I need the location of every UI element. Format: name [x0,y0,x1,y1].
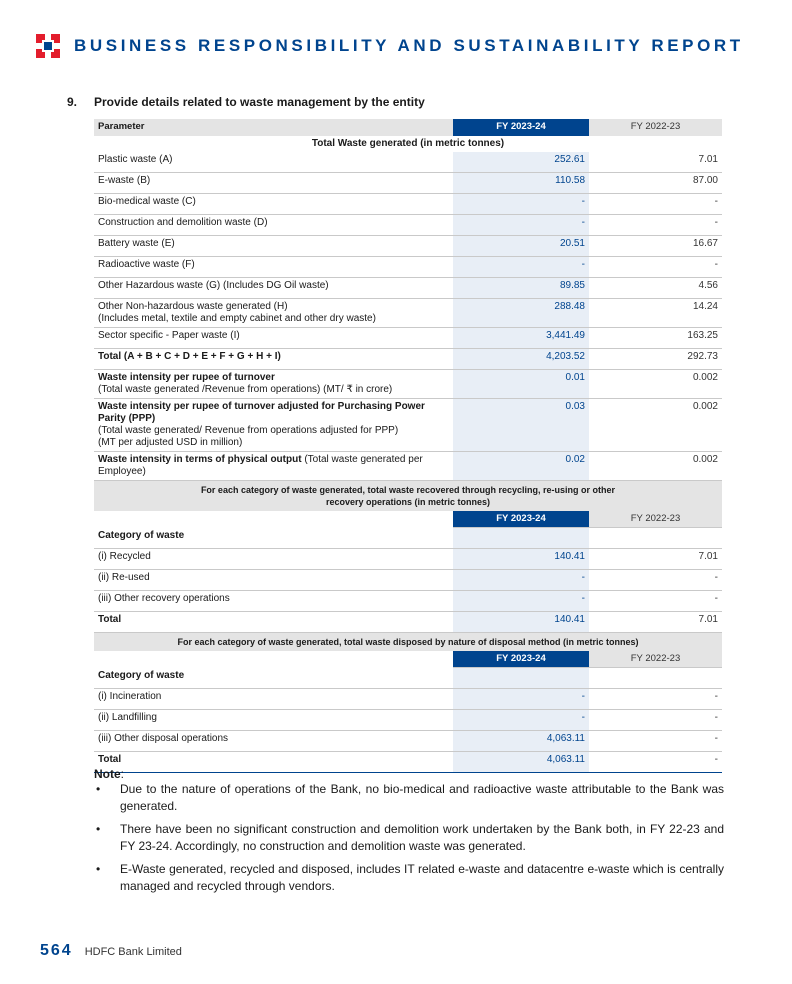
row-fy1: 0.03 [453,399,589,452]
blank-cell [453,528,589,549]
sub-col-fy1: FY 2023-24 [453,511,589,528]
sub-col-fy1: FY 2023-24 [453,651,589,668]
intensity-row [94,399,722,452]
row-label: Construction and demolition waste (D) [94,215,453,236]
row-fy2: 87.00 [589,173,722,194]
section2-title-line1: For each category of waste generated, total waste recovered through recycling, re-using or other [200,485,616,495]
intensity-row [94,452,722,481]
section-title-row [94,136,722,152]
row-label: Total [94,612,453,633]
row-fy2: 0.002 [589,452,722,481]
row-fy1: - [453,710,589,731]
row-fy1: 0.02 [453,452,589,481]
row-fy1: 3,441.49 [453,328,589,349]
row-fy1: 140.41 [453,612,589,633]
row-fy2: 7.01 [589,549,722,570]
notes-list [94,781,724,901]
note-colon: : [120,767,125,781]
row-label: (ii) Landfilling [94,710,453,731]
note-heading-text: Note [94,767,121,781]
table-row [94,570,722,591]
row-label: Radioactive waste (F) [94,257,453,278]
category-label: Category of waste [94,668,453,689]
question-number: 9. [67,95,78,109]
blank-cell [589,528,722,549]
total-row [94,349,722,370]
company-name: HDFC Bank Limited [84,946,182,958]
table-row [94,731,722,752]
table-row [94,689,722,710]
table-row [94,215,722,236]
row-label: Total [94,752,453,773]
section1-title: Total Waste generated (in metric tonnes) [311,138,505,149]
row-fy2: - [589,710,722,731]
row-label: (iii) Other disposal operations [94,731,453,752]
row-fy2: 163.25 [589,328,722,349]
list-item [94,781,724,815]
total-row [94,612,722,633]
question-heading [67,95,425,109]
category-row [94,528,722,549]
intensity-label: Waste intensity per rupee of turnover adjusted for Purchasing Power Parity (PPP) [98,401,425,424]
table-row [94,299,722,328]
total-row [94,752,722,773]
row-fy2: - [589,215,722,236]
row-fy1: 0.01 [453,370,589,399]
intensity-label: Waste intensity in terms of physical output [98,454,302,465]
row-fy1: 140.41 [453,549,589,570]
row-label [94,399,453,452]
note-text: Due to the nature of operations of the Bank, no bio-medical and radioactive waste attributable to the Bank was generated. [120,782,724,813]
row-fy1: 4,063.11 [453,752,589,773]
row-label [94,370,453,399]
row-label-sub: (Includes metal, textile and empty cabinet and other dry waste) [98,313,376,324]
bullet-icon: • [96,862,101,876]
bullet-icon: • [96,782,101,796]
category-row [94,668,722,689]
row-label: Sector specific - Paper waste (I) [94,328,453,349]
row-fy1: 89.85 [453,278,589,299]
row-fy1: - [453,215,589,236]
row-label: Total (A + B + C + D + E + F + G + H + I) [94,349,453,370]
table-row [94,591,722,612]
table-row [94,549,722,570]
row-fy1: 4,063.11 [453,731,589,752]
row-fy2: 16.67 [589,236,722,257]
intensity-row [94,370,722,399]
row-label: (i) Recycled [94,549,453,570]
row-fy2: 0.002 [589,370,722,399]
col-fy2022-23: FY 2022-23 [589,119,722,136]
table-row [94,257,722,278]
bullet-icon: • [96,822,101,836]
row-label: Other Hazardous waste (G) (Includes DG Oil waste) [94,278,453,299]
section2-title [94,481,722,512]
row-fy2: - [589,689,722,710]
intensity-label: Waste intensity per rupee of turnover [98,372,275,383]
row-fy1: 4,203.52 [453,349,589,370]
sub-col-fy2: FY 2022-23 [589,511,722,528]
table-row [94,173,722,194]
row-label-main: Other Non-hazardous waste generated (H) [98,301,288,312]
row-label: Plastic waste (A) [94,152,453,173]
table-row [94,236,722,257]
table-row [94,710,722,731]
row-fy2: - [589,731,722,752]
row-fy1: - [453,570,589,591]
row-fy2: 7.01 [589,612,722,633]
row-fy2: - [589,570,722,591]
row-fy1: 20.51 [453,236,589,257]
table-header-row [94,119,722,136]
note-heading [94,767,124,781]
row-fy2: - [589,591,722,612]
row-fy1: 110.58 [453,173,589,194]
row-fy1: 252.61 [453,152,589,173]
subheader-blank [94,511,453,528]
category-label: Category of waste [94,528,453,549]
row-label: Bio-medical waste (C) [94,194,453,215]
row-fy1: - [453,257,589,278]
row-label: Battery waste (E) [94,236,453,257]
section3-title: For each category of waste generated, total waste disposed by nature of disposal method (in metric tonnes) [94,633,722,652]
page-footer [40,942,182,960]
table-row [94,278,722,299]
waste-table [94,119,722,773]
page-number: 564 [40,942,73,959]
intensity-sub: (Total waste generated per Employee) [98,454,423,477]
page-header [36,28,744,64]
hdfc-logo-icon [36,34,60,58]
blank-cell [589,668,722,689]
row-label: E-waste (B) [94,173,453,194]
section2-title-line2: recovery operations (in metric tonnes) [325,497,491,507]
row-label [94,299,453,328]
row-label: (ii) Re-used [94,570,453,591]
intensity-sub: (Total waste generated/ Revenue from operations adjusted for PPP) [98,425,399,436]
report-title: BUSINESS RESPONSIBILITY AND SUSTAINABILITY REPORT [74,36,744,55]
intensity-sub: (MT per adjusted USD in million) [98,437,243,448]
row-fy1: - [453,591,589,612]
table-row [94,152,722,173]
table-row [94,194,722,215]
row-fy2: - [589,194,722,215]
row-label: (iii) Other recovery operations [94,591,453,612]
section-title-row [94,633,722,652]
list-item [94,821,724,855]
row-label [94,452,453,481]
note-text: There have been no significant construction and demolition work undertaken by the Bank both, in FY 22-23 and FY 23-24. Accordingly, no construction and demolition waste was generated. [120,822,724,853]
row-fy2: - [589,257,722,278]
row-fy2: - [589,752,722,773]
row-fy2: 292.73 [589,349,722,370]
note-text: E-Waste generated, recycled and disposed, includes IT related e-waste and datacentre e-waste which is centrally managed and recycled through vendors. [120,862,724,893]
row-fy2: 4.56 [589,278,722,299]
row-fy2: 0.002 [589,399,722,452]
blank-cell [453,668,589,689]
subheader-blank [94,651,453,668]
subheader-row [94,511,722,528]
list-item [94,861,724,895]
row-label: (i) Incineration [94,689,453,710]
question-text: Provide details related to waste management by the entity [94,95,425,109]
row-fy1: 288.48 [453,299,589,328]
col-parameter: Parameter [94,119,453,136]
section-title-row [94,481,722,512]
row-fy1: - [453,194,589,215]
intensity-sub: (Total waste generated /Revenue from operations) (MT/ ₹ in crore) [98,384,393,395]
col-fy2023-24: FY 2023-24 [453,119,589,136]
row-fy1: - [453,689,589,710]
table-row [94,328,722,349]
row-fy2: 7.01 [589,152,722,173]
row-fy2: 14.24 [589,299,722,328]
subheader-row [94,651,722,668]
sub-col-fy2: FY 2022-23 [589,651,722,668]
